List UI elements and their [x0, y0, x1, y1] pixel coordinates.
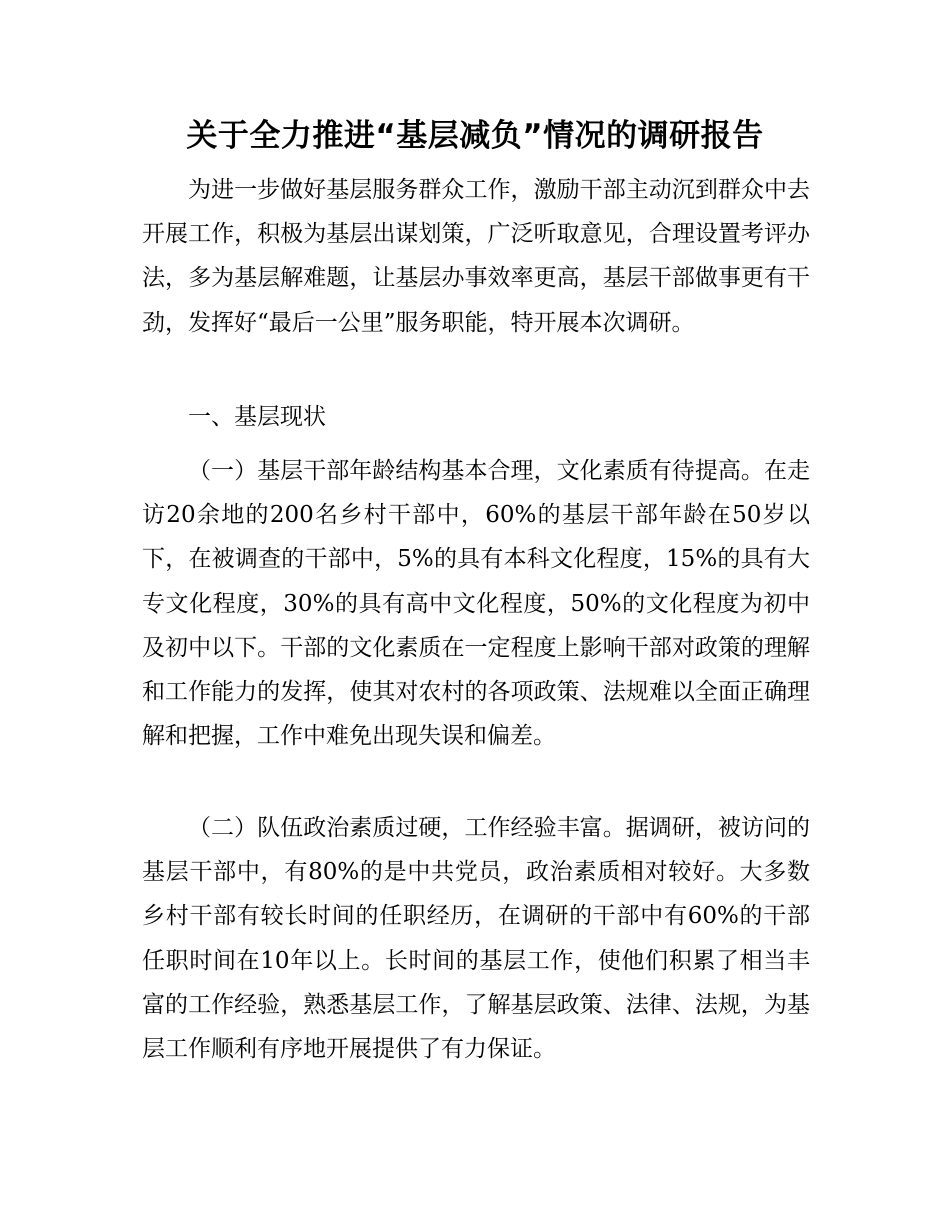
document-title: 关于全力推进“基层减负”情况的调研报告 [186, 118, 764, 154]
section-heading: 一、基层现状 [188, 404, 326, 430]
intro-paragraph: 为进一步做好基层服务群众工作，激励干部主动沉到群众中去开展工作，积极为基层出谋划策，广泛听取意见，合理设置考评办法，多为基层解难题，让基层办事效率更高，基层干部做事更有干劲，发挥好“最后一公里”服务职能，特开展本次调研。 [142, 177, 810, 336]
subsection-1-paragraph: （一）基层干部年龄结构基本合理，文化素质有待提高。在走访20余地的200名乡村干部中，60%的基层干部年龄在50岁以下，在被调查的干部中，5%的具有本科文化程度，15%的具有大专文化程度，30%的具有高中文化程度，50%的文化程度为初中及初中以下。干部的文化素质在一定程度上影响干部对政策的理解和工作能力的发挥，使其对农村的各项政策、法规难以全面正确理解和把握，工作中难免出现失误和偏差。 [142, 458, 810, 750]
subsection-2-paragraph: （二）队伍政治素质过硬，工作经验丰富。据调研，被访问的基层干部中，有80%的是中共党员，政治素质相对较好。大多数乡村干部有较长时间的任职经历，在调研的干部中有60%的干部任职时间在10年以上。长时间的基层工作，使他们积累了相当丰富的工作经验，熟悉基层工作，了解基层政策、法律、法规，为基层工作顺利有序地开展提供了有力保证。 [142, 815, 810, 1063]
